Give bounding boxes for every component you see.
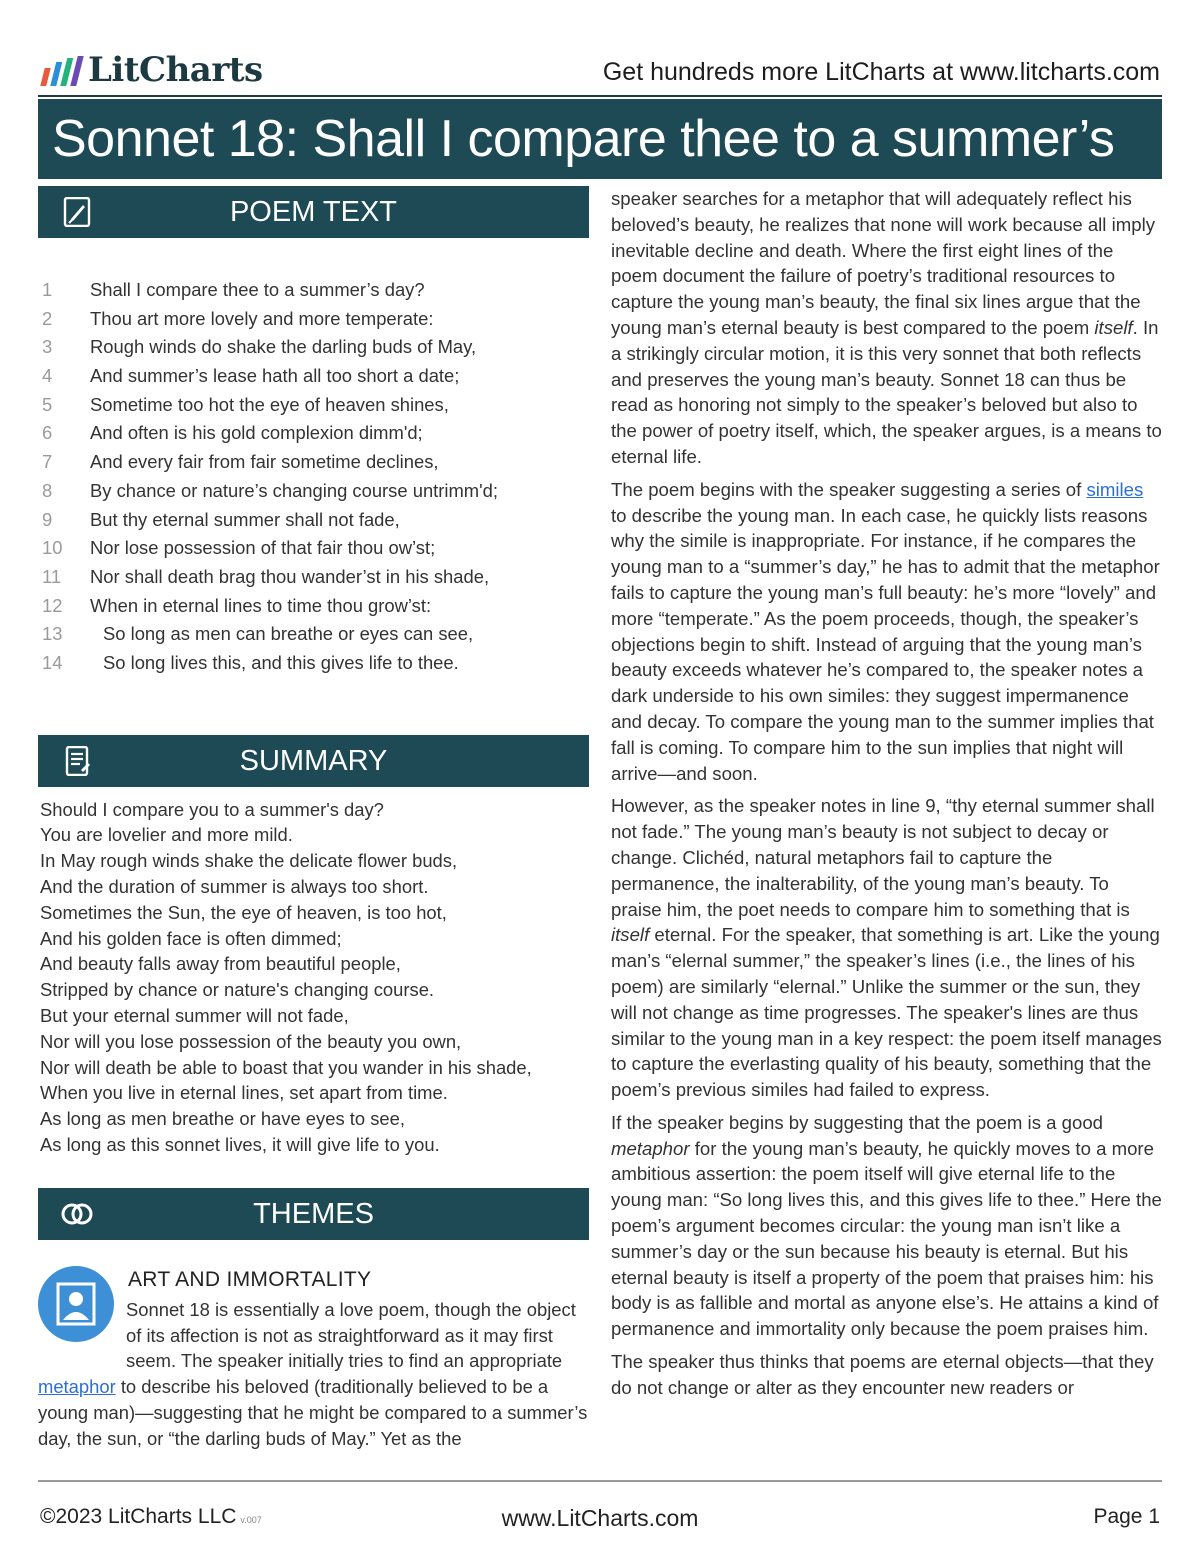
poem-line [38,506,589,535]
line-number: 6 [42,422,53,444]
line-number: 2 [42,307,53,329]
similes-link[interactable]: similes [1086,478,1144,500]
poem-line [38,448,589,477]
line-number: 4 [42,365,53,387]
line-text: So long as men can breathe or eyes can see, [103,623,474,645]
header-divider [38,95,1162,97]
poem-line [38,391,589,420]
theme-avatar-icon [38,1266,114,1342]
emphasis: metaphor [611,1137,690,1159]
summary-line: And beauty falls away from beautiful people, [40,953,401,975]
summary-line: Should I compare you to a summer's day? [40,798,384,820]
poem-line [38,477,589,506]
version-label: v.007 [240,1515,262,1525]
line-text: And every fair from fair sometime declines, [90,451,439,473]
analysis-paragraph-1 [611,186,1162,470]
line-text: Nor lose possession of that fair thou ow’st; [90,537,436,559]
summary-text [38,797,589,1158]
line-text: Thou art more lovely and more temperate: [90,307,434,329]
section-header-themes [38,1188,589,1240]
text-run: . In a strikingly circular motion, it is this very sonnet that both reflects and preserves the young man’s beauty. Sonnet 18 can thus be read as honoring not simply to the speaker’s beloved but also to the power of poetry itself, which, the speaker argues, is a means to eternal life. [611,316,1162,467]
summary-line: You are lovelier and more mild. [40,824,293,846]
text-run: to describe the young man. In each case, he quickly lists reasons why the simile is inappropriate. For instance, if he compares the young man to a “summer’s day,” he has to admit that the metaphor fails to capture the young man’s full beauty: he’s more “lovely” and more “temperate.” As the poem proceeds, though, the speaker’s objections begin to shift. Instead of arguing that the young man’s beauty exceeds whatever he’s compared to, the speaker notes a dark underside to his own similes: they suggest impermanence and decay. To compare the young man to the summer implies that fall is coming. To compare him to the sun implies that night will arrive—and soon. [611,504,1160,784]
theme-text-end: to describe his beloved (traditionally believed to be a young man)—suggesting that he might be compared to a summer’s day, the sun, or “the darling buds of May.” Yet as the [38,1376,588,1449]
line-number: 14 [42,651,63,673]
line-text: And often is his gold complexion dimm'd; [90,422,423,444]
line-number: 3 [42,336,53,358]
summary-line: And his golden face is often dimmed; [40,927,342,949]
footer-site-link[interactable]: www.LitCharts.com [501,1505,699,1531]
line-text: Nor shall death brag thou wander’st in his shade, [90,565,490,587]
summary-line: But your eternal summer will not fade, [40,1005,349,1026]
line-number: 12 [42,594,63,616]
line-number: 8 [42,479,53,501]
footer-divider [38,1480,1162,1482]
text-run: However, as the speaker notes in line 9, “thy eternal summer shall not fade.” The young man’s beauty is not subject to decay or change. Clichéd, natural metaphors fail to capture the permanence, the inalterability, of the young man’s beauty. To praise him, the poet needs to compare him to something that is [611,795,1155,920]
analysis-paragraph-2 [611,477,1162,787]
poem-line [38,563,589,592]
line-number: 11 [42,565,62,587]
analysis-paragraph-3 [611,793,1162,1103]
summary-line: When you live in eternal lines, set apart from time. [40,1082,448,1104]
line-text: Shall I compare thee to a summer’s day? [90,279,425,300]
page-title: Sonnet 18: Shall I compare thee to a summer’s [52,110,1115,168]
line-text: When in eternal lines to time thou grow’st: [90,594,432,616]
summary-line: As long as men breathe or have eyes to see, [40,1108,405,1130]
line-number: 10 [42,537,63,559]
header-tagline[interactable]: Get hundreds more LitCharts at www.litcharts.com [602,58,1160,86]
section-header-summary [38,735,589,787]
summary-line: As long as this sonnet lives, it will give life to you. [40,1133,440,1155]
analysis-paragraph-5: The speaker thus thinks that poems are eternal objects—that they do not change or alter as they encounter new readers or [611,1351,1154,1398]
litcharts-logo[interactable] [44,50,263,90]
poem-line [38,276,589,305]
line-number: 13 [42,623,63,645]
text-run: speaker searches for a metaphor that will adequately reflect his beloved’s beauty, he realizes that none will work because all imply inevitable decline and death. Where the first eight lines of the poem document the failure of poetry’s traditional resources to capture the young man’s beauty, the final six lines argue that the young man’s eternal beauty is best compared to the poem [611,188,1155,338]
summary-line: In May rough winds shake the delicate flower buds, [40,850,458,872]
analysis-paragraph-4 [611,1110,1162,1342]
line-text: But thy eternal summer shall not fade, [90,508,400,530]
section-title: POEM TEXT [229,196,398,228]
summary-line: Stripped by chance or nature's changing course. [40,979,435,1001]
emphasis: itself [1094,316,1133,338]
theme-title: ART AND IMMORTALITY [128,1267,372,1291]
line-text: Rough winds do shake the darling buds of May, [90,336,477,358]
poem-line [38,649,589,678]
line-text: Sometime too hot the eye of heaven shines, [90,393,449,415]
line-text: So long lives this, and this gives life to thee. [103,651,459,673]
summary-line: Nor will you lose possession of the beauty you own, [40,1030,462,1052]
line-number: 9 [42,508,53,530]
text-run: eternal. For the speaker, that something is art. Like the young man’s “elernal summer,” the speaker’s lines (i.e., the lines of his poem) are similarly “elernal.” Unlike the summer or the sun, they will not change as time progresses. The speaker's lines are thus similar to the young man in a key respect: the poem itself manages to capture the everlasting quality of his beauty, something that the poem’s previous similes had failed to express. [611,924,1162,1101]
poem-line [38,333,589,362]
title-bar [38,99,1162,179]
right-column [611,186,1162,1408]
poem-line [38,362,589,391]
line-number: 7 [42,451,53,473]
page-number: Page 1 [1093,1505,1160,1528]
logo-bars-icon [40,56,83,86]
metaphor-link[interactable]: metaphor [38,1376,116,1398]
summary-line: And the duration of summer is always too short. [40,876,429,898]
poem-line [38,620,589,649]
section-header-poem-text [38,186,589,238]
line-text: And summer’s lease hath all too short a date; [90,365,460,387]
copyright-text: ©2023 LitCharts LLC [40,1505,237,1528]
poem-line [38,419,589,448]
brand-name: LitCharts [88,50,263,90]
left-column [38,186,589,1452]
summary-line: Sometimes the Sun, the eye of heaven, is too hot, [40,901,447,923]
poem-lines [38,276,589,678]
text-run: The poem begins with the speaker suggesting a series of [611,478,1087,500]
summary-line: Nor will death be able to boast that you wander in his shade, [40,1056,532,1078]
text-run: for the young man’s beauty, he quickly moves to a more ambitious assertion: the poem itself will give eternal life to the young man: “So long lives this, and this gives life to thee.” Here the poem’s argument becomes circular: the young man isn’t like a summer’s day or the sun because his beauty is eternal. But his eternal beauty is itself a property of the poem that praises him: his body is as fallible and mortal as anyone else’s. He attains a kind of permanence and immortality only because the poem praises him. [611,1137,1162,1340]
poem-line [38,305,589,334]
line-number: 1 [42,279,53,300]
line-number: 5 [42,393,53,415]
text-run: If the speaker begins by suggesting that the poem is a good [611,1111,1104,1133]
theme-text-start: Sonnet 18 is essentially a love poem, though the object of its affection is not as straightforward as it may first seem. The speaker initially tries to find an appropriate [126,1298,576,1372]
poem-line [38,534,589,563]
line-text: By chance or nature’s changing course untrimm'd; [90,479,498,501]
section-title: THEMES [253,1197,374,1230]
section-title: SUMMARY [239,744,388,777]
emphasis: itself [611,924,650,946]
poem-line [38,592,589,621]
